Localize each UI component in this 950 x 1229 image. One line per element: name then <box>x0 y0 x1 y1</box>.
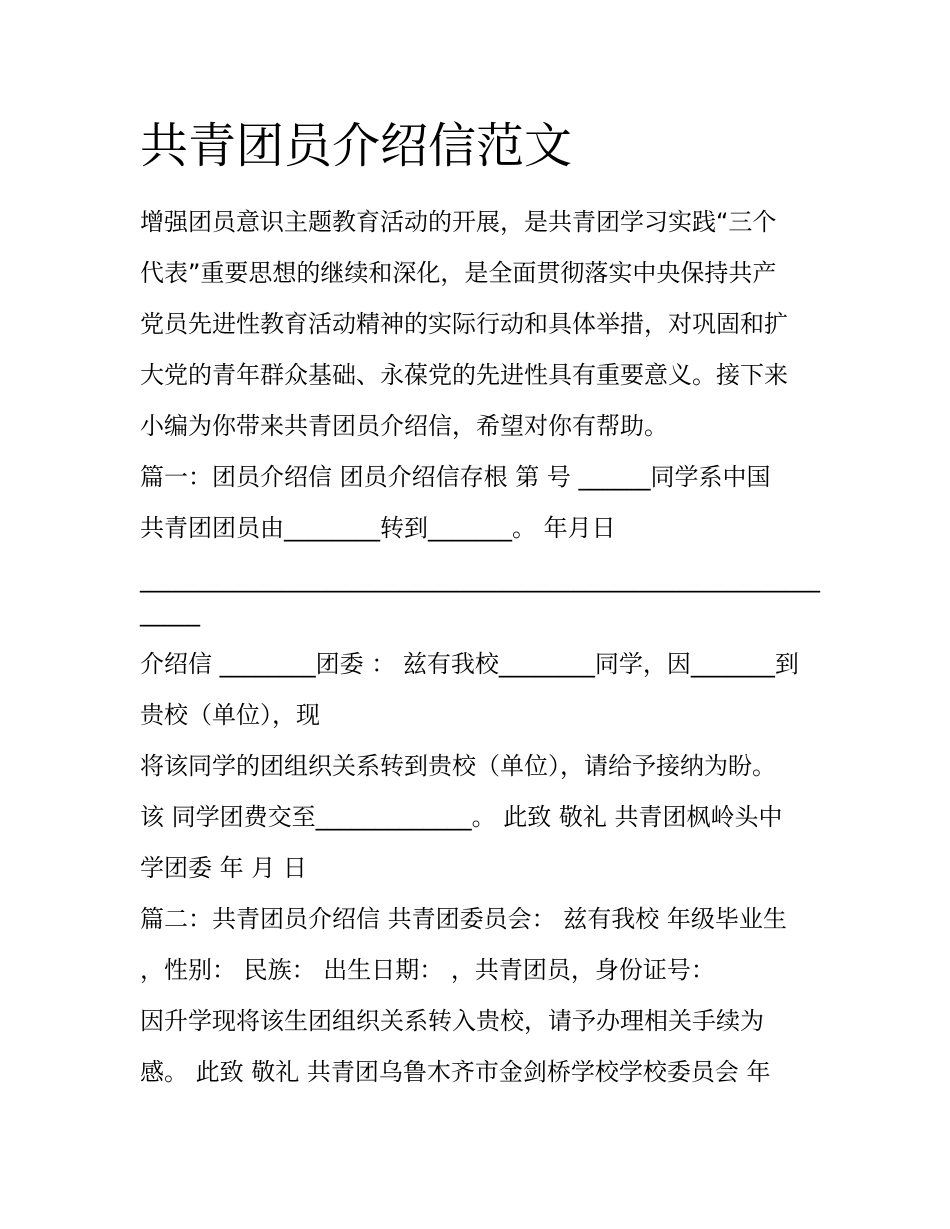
document-title: 共青团员介绍信范文 <box>140 118 573 174</box>
paragraph-line: 篇二：共青团员介绍信 共青团委员会： 兹有我校 年级毕业生 <box>140 905 787 933</box>
paragraph-line: 将该同学的团组织关系转到贵校（单位），请给予接纳为盼。 <box>140 752 776 780</box>
paragraph-line: 增强团员意识主题教育活动的开展，是共青团学习实践“三个 <box>140 208 777 236</box>
paragraph-line: 因升学现将该生团组织关系转入贵校，请予办理相关手续为 <box>140 1007 764 1035</box>
paragraph-line: 大党的青年群众基础、永葆党的先进性具有重要意义。接下来 <box>140 361 788 389</box>
paragraph-line: 贵校（单位），现 <box>140 701 320 729</box>
paragraph-line: 小编为你带来共青团员介绍信，希望对你有帮助。 <box>140 412 668 440</box>
paragraph-line: 该 同学团费交至_____________。 此致 敬礼 共青团枫岭头中 <box>140 803 783 831</box>
paragraph-line: 代表”重要思想的继续和深化，是全面贯彻落实中央保持共产 <box>140 259 777 287</box>
paragraph-line: 感。 此致 敬礼 共青团乌鲁木齐市金剑桥学校学校委员会 年 <box>140 1058 771 1086</box>
paragraph-line: 共青团团员由________转到_______。 年月日 <box>140 514 616 542</box>
blank-fill-line: __________________________________________________________ <box>140 565 820 593</box>
blank-fill-line: _____ <box>140 599 200 627</box>
paragraph-line: 篇一：团员介绍信 团员介绍信存根 第 号 ______同学系中国 <box>140 463 771 491</box>
paragraph-line: 党员先进性教育活动精神的实际行动和具体举措，对巩固和扩 <box>140 310 788 338</box>
paragraph-line: 介绍信 ________团委 ： 兹有我校________同学，因_______到 <box>140 650 799 678</box>
paragraph-line: 学团委 年 月 日 <box>140 854 307 882</box>
paragraph-line: ，性别： 民族： 出生日期： ，共青团员，身份证号： <box>140 956 715 984</box>
